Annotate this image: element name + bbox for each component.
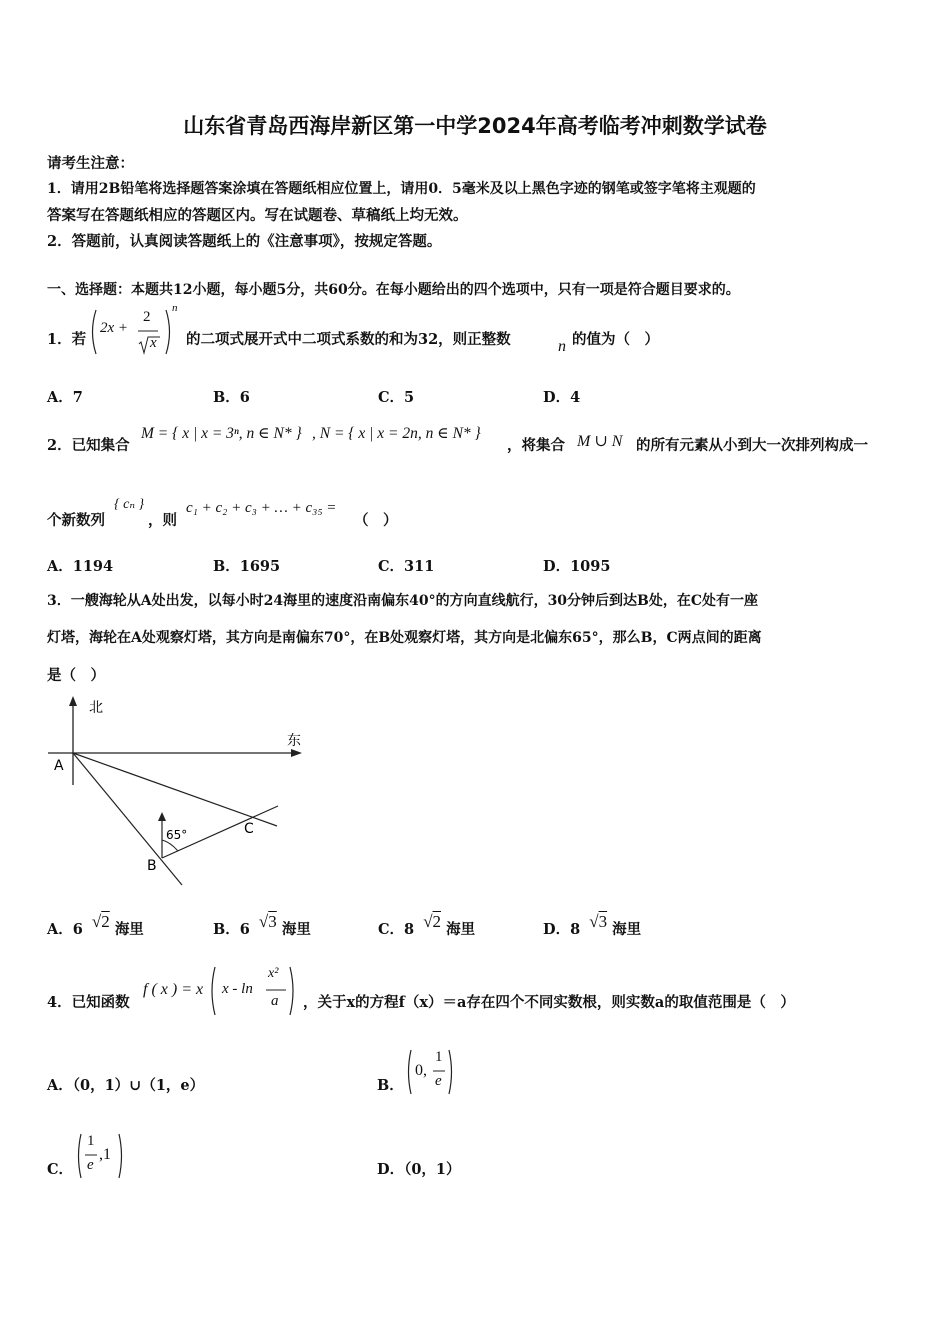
q3-option-a-pre: A．6: [47, 921, 83, 938]
q3-option-d-pre: D．8: [543, 921, 581, 938]
q4-option-b[interactable]: [377, 1046, 467, 1098]
q1-prefix: 1．若: [47, 331, 87, 348]
sqrt-icon: √2: [423, 912, 442, 931]
q3-option-c-post: 海里: [446, 921, 476, 938]
sqrt-icon: √3: [589, 912, 608, 931]
q1-option-c[interactable]: C．5: [378, 389, 415, 406]
label-c: C: [244, 821, 254, 837]
q2-option-d[interactable]: D．1095: [543, 558, 611, 575]
q2-line2-c: （ ）: [354, 512, 398, 529]
label-east: 东: [287, 733, 301, 749]
q3-option-d-post: 海里: [612, 921, 642, 938]
notice-line-1a: 1．请用2B铅笔将选择题答案涂填在答题纸相应位置上，请用0．5毫米及以上黑色字迹的钢笔或签字笔将主观题的: [47, 181, 756, 197]
q4-option-c-right: ,1: [99, 1146, 111, 1163]
label-a: A: [54, 758, 64, 774]
q1-expr-a: 2x +: [100, 320, 129, 336]
q4-func: f ( x ) = x: [143, 981, 204, 998]
q2-option-b[interactable]: B．1695: [213, 558, 281, 575]
q1-expr-exp: n: [172, 302, 178, 314]
q4-option-d[interactable]: D．（0，1）: [377, 1161, 461, 1178]
q2-union: M ∪ N: [577, 433, 623, 450]
label-b: B: [147, 858, 157, 874]
q3-option-d-root: 3: [598, 912, 608, 931]
q1-option-d[interactable]: D．4: [543, 389, 581, 406]
notice-heading: 请考生注意：: [47, 155, 134, 172]
q3-option-d[interactable]: [543, 912, 642, 939]
q3-figure: [40, 690, 320, 890]
q4-option-b-left: 0,: [415, 1062, 427, 1079]
q3-diagram-svg: [40, 690, 320, 890]
q4-frac-num: x²: [268, 966, 279, 981]
q1-suffix-b: 的值为（ ）: [572, 331, 659, 348]
q2-prefix: 2．已知集合: [47, 437, 130, 454]
q3-option-a[interactable]: [47, 912, 144, 939]
q1-expression: [88, 304, 180, 360]
q1-option-a[interactable]: A．7: [47, 389, 83, 406]
q2-option-c[interactable]: C．311: [378, 558, 435, 575]
q2-line2-b: ，则: [148, 512, 177, 529]
q3-option-b-pre: B．6: [213, 921, 250, 938]
sqrt-icon: √2: [91, 912, 110, 931]
q4-option-b-den: e: [435, 1073, 442, 1089]
q3-option-c[interactable]: [378, 912, 476, 939]
q3-option-b-post: 海里: [281, 921, 311, 938]
q2-sum: c₁ + c₂ + c₃ + … + c₃₅ =: [186, 500, 337, 516]
q4-inner: x - ln: [222, 981, 253, 997]
q3-option-c-root: 2: [432, 912, 442, 931]
notice-line-2: 2．答题前，认真阅读答题纸上的《注意事项》，按规定答题。: [47, 233, 442, 250]
q1-var-n: n: [558, 338, 566, 355]
label-north: 北: [89, 700, 103, 716]
q2-sequence: { cₙ }: [114, 497, 145, 512]
page-title: 山东省青岛西海岸新区第一中学2024年高考临考冲刺数学试卷: [183, 114, 767, 138]
q4-option-c-den: e: [87, 1157, 94, 1173]
label-angle: 65°: [166, 828, 188, 842]
q3-line-3: 是（ ）: [47, 667, 105, 684]
q3-option-b[interactable]: [213, 912, 311, 939]
q3-option-b-root: 3: [268, 912, 277, 931]
q4-option-b-num: 1: [435, 1049, 443, 1065]
q2-option-a[interactable]: A．1194: [47, 558, 114, 575]
q2-suffix: 的所有元素从小到大一次排列构成一: [636, 437, 868, 454]
q4-suffix: ，关于x的方程f（x）＝a存在四个不同实数根，则实数a的取值范围是（ ）: [303, 994, 795, 1011]
q4-bracket-expression: [208, 963, 308, 1019]
q2-middle: ，将集合: [507, 437, 565, 454]
q3-line-2: 灯塔，海轮在A处观察灯塔，其方向是南偏东70°，在B处观察灯塔，其方向是北偏东65°，那么B，C两点间的距离: [47, 630, 762, 646]
q4-option-b-svg: [405, 1046, 455, 1098]
q2-set-n: , N = { x | x = 2n, n ∈ N* }: [312, 425, 481, 442]
q4-option-c[interactable]: [47, 1130, 137, 1182]
q2-set-m: M = { x | x = 3ⁿ, n ∈ N* }: [141, 425, 302, 442]
q2-line2-a: 个新数列: [47, 512, 105, 529]
q3-option-c-pre: C．8: [378, 921, 415, 938]
q1-expr-den: x: [150, 335, 157, 351]
q1-suffix-a: 的二项式展开式中二项式系数的和为32，则正整数: [186, 331, 511, 348]
q4-option-c-label: C．: [47, 1161, 74, 1178]
north-at-b-arrowhead: [158, 812, 166, 821]
q1-option-b[interactable]: B．6: [213, 389, 250, 406]
q1-expr-num: 2: [143, 309, 151, 325]
q3-line-1: 3．一艘海轮从A处出发，以每小时24海里的速度沿南偏东40°的方向直线航行，30分钟后到达B处，在C处有一座: [47, 593, 759, 609]
north-arrowhead: [69, 696, 77, 706]
q4-option-a[interactable]: A．（0，1）∪（1，e）: [47, 1077, 205, 1094]
q3-option-a-post: 海里: [114, 921, 144, 938]
q4-prefix: 4．已知函数: [47, 994, 130, 1011]
q4-option-c-num: 1: [87, 1133, 95, 1149]
east-arrowhead: [291, 749, 302, 757]
notice-line-1b: 答案写在答题纸相应的答题区内。写在试题卷、草稿纸上均无效。: [47, 207, 468, 224]
sqrt-icon: √3: [258, 912, 277, 931]
q4-frac-den: a: [271, 993, 279, 1009]
section-heading: 一、选择题：本题共12小题，每小题5分，共60分。在每小题给出的四个选项中，只有一项是符合题目要求的。: [47, 282, 740, 298]
q4-option-b-label: B．: [377, 1077, 404, 1094]
q3-option-a-root: 2: [101, 912, 110, 931]
